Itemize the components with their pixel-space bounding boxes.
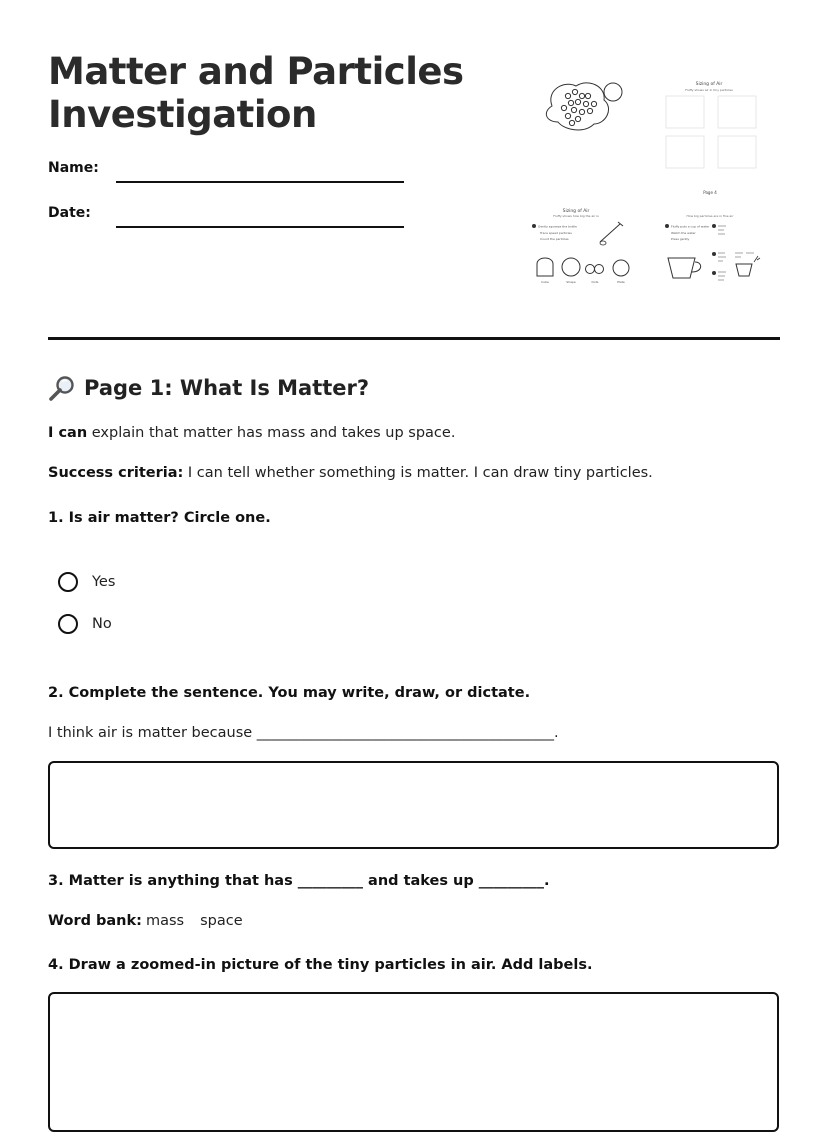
name-label: Name: [48, 160, 99, 176]
thumb-item: Fluffy puts a cup of water [671, 224, 710, 229]
thumb-item: Watch the water [671, 231, 696, 235]
question-4-prompt: 4. Draw a zoomed-in picture of the tiny particles in air. Add labels. [48, 957, 593, 973]
thumb-item: Count the particles [540, 237, 569, 241]
thumb-shape-label: Shape [566, 280, 576, 284]
question-2-prompt: 2. Complete the sentence. You may write, draw, or dictate. [48, 685, 531, 701]
title-line-2: Investigation [48, 93, 317, 136]
worksheet-title [48, 50, 464, 136]
thumb-bottom-left-title: Sizing of Air [562, 209, 590, 214]
question-3-prompt: 3. Matter is anything that has _________ and takes up _________. [48, 873, 550, 889]
sizing-air-shapes-thumbnail [532, 208, 629, 284]
name-field[interactable] [116, 181, 404, 183]
magnifier-icon [48, 375, 76, 401]
success-criteria [48, 465, 653, 481]
i-can-statement [48, 425, 455, 441]
option-no-label: No [92, 616, 112, 632]
option-yes-label: Yes [92, 574, 116, 590]
thumb-page-label: Page 4 [703, 190, 717, 195]
word-bank-word: mass [145, 913, 185, 929]
date-label: Date: [48, 205, 91, 221]
thumb-top-right-title: Sizing of Air [695, 82, 723, 87]
question-2-sentence: I think air is matter because _________________________________________. [48, 725, 559, 741]
thumb-top-right-caption: Fluffy shows air in tiny particles [685, 88, 733, 92]
thumb-shape-label: Dots [591, 280, 599, 284]
word-bank [48, 913, 255, 929]
balloon-particles-thumbnail [546, 83, 622, 130]
word-bank-label: Word bank: [48, 913, 142, 929]
thumb-item: Press gently [671, 237, 690, 241]
date-field[interactable] [116, 226, 404, 228]
option-no[interactable] [58, 614, 112, 634]
i-can-lead: I can [48, 425, 88, 441]
question-2-answer-box[interactable] [48, 761, 779, 849]
success-lead: Success criteria: [48, 465, 184, 481]
i-can-text: explain that matter has mass and takes up space. [87, 425, 456, 441]
thumb-shape-label: Cube [541, 280, 549, 284]
title-line-1: Matter and Particles [48, 50, 464, 93]
option-yes[interactable] [58, 572, 115, 592]
radio-circle-icon[interactable] [58, 572, 78, 592]
question-1-prompt: 1. Is air matter? Circle one. [48, 510, 271, 526]
word-bank-word: space [200, 913, 243, 929]
thumb-item: Trace speed particles [540, 231, 572, 235]
sizing-air-grid-thumbnail [666, 81, 756, 195]
question-4-drawing-box[interactable] [48, 992, 779, 1132]
section-title: Page 1: What Is Matter? [84, 376, 370, 400]
section-heading [48, 375, 369, 401]
cup-of-water-thumbnail [665, 214, 760, 280]
thumb-bottom-right-caption: How big particles are in fine air [686, 214, 734, 218]
page-thumbnails [528, 76, 778, 292]
success-text: I can tell whether something is matter. I can draw tiny particles. [183, 465, 653, 481]
radio-circle-icon[interactable] [58, 614, 78, 634]
header-divider [48, 337, 780, 340]
thumb-bottom-left-caption: Fluffy shows how big the air is [553, 214, 599, 218]
thumb-item: Gently squeeze the bottle [538, 224, 577, 229]
thumb-shape-label: Plate [617, 280, 625, 284]
